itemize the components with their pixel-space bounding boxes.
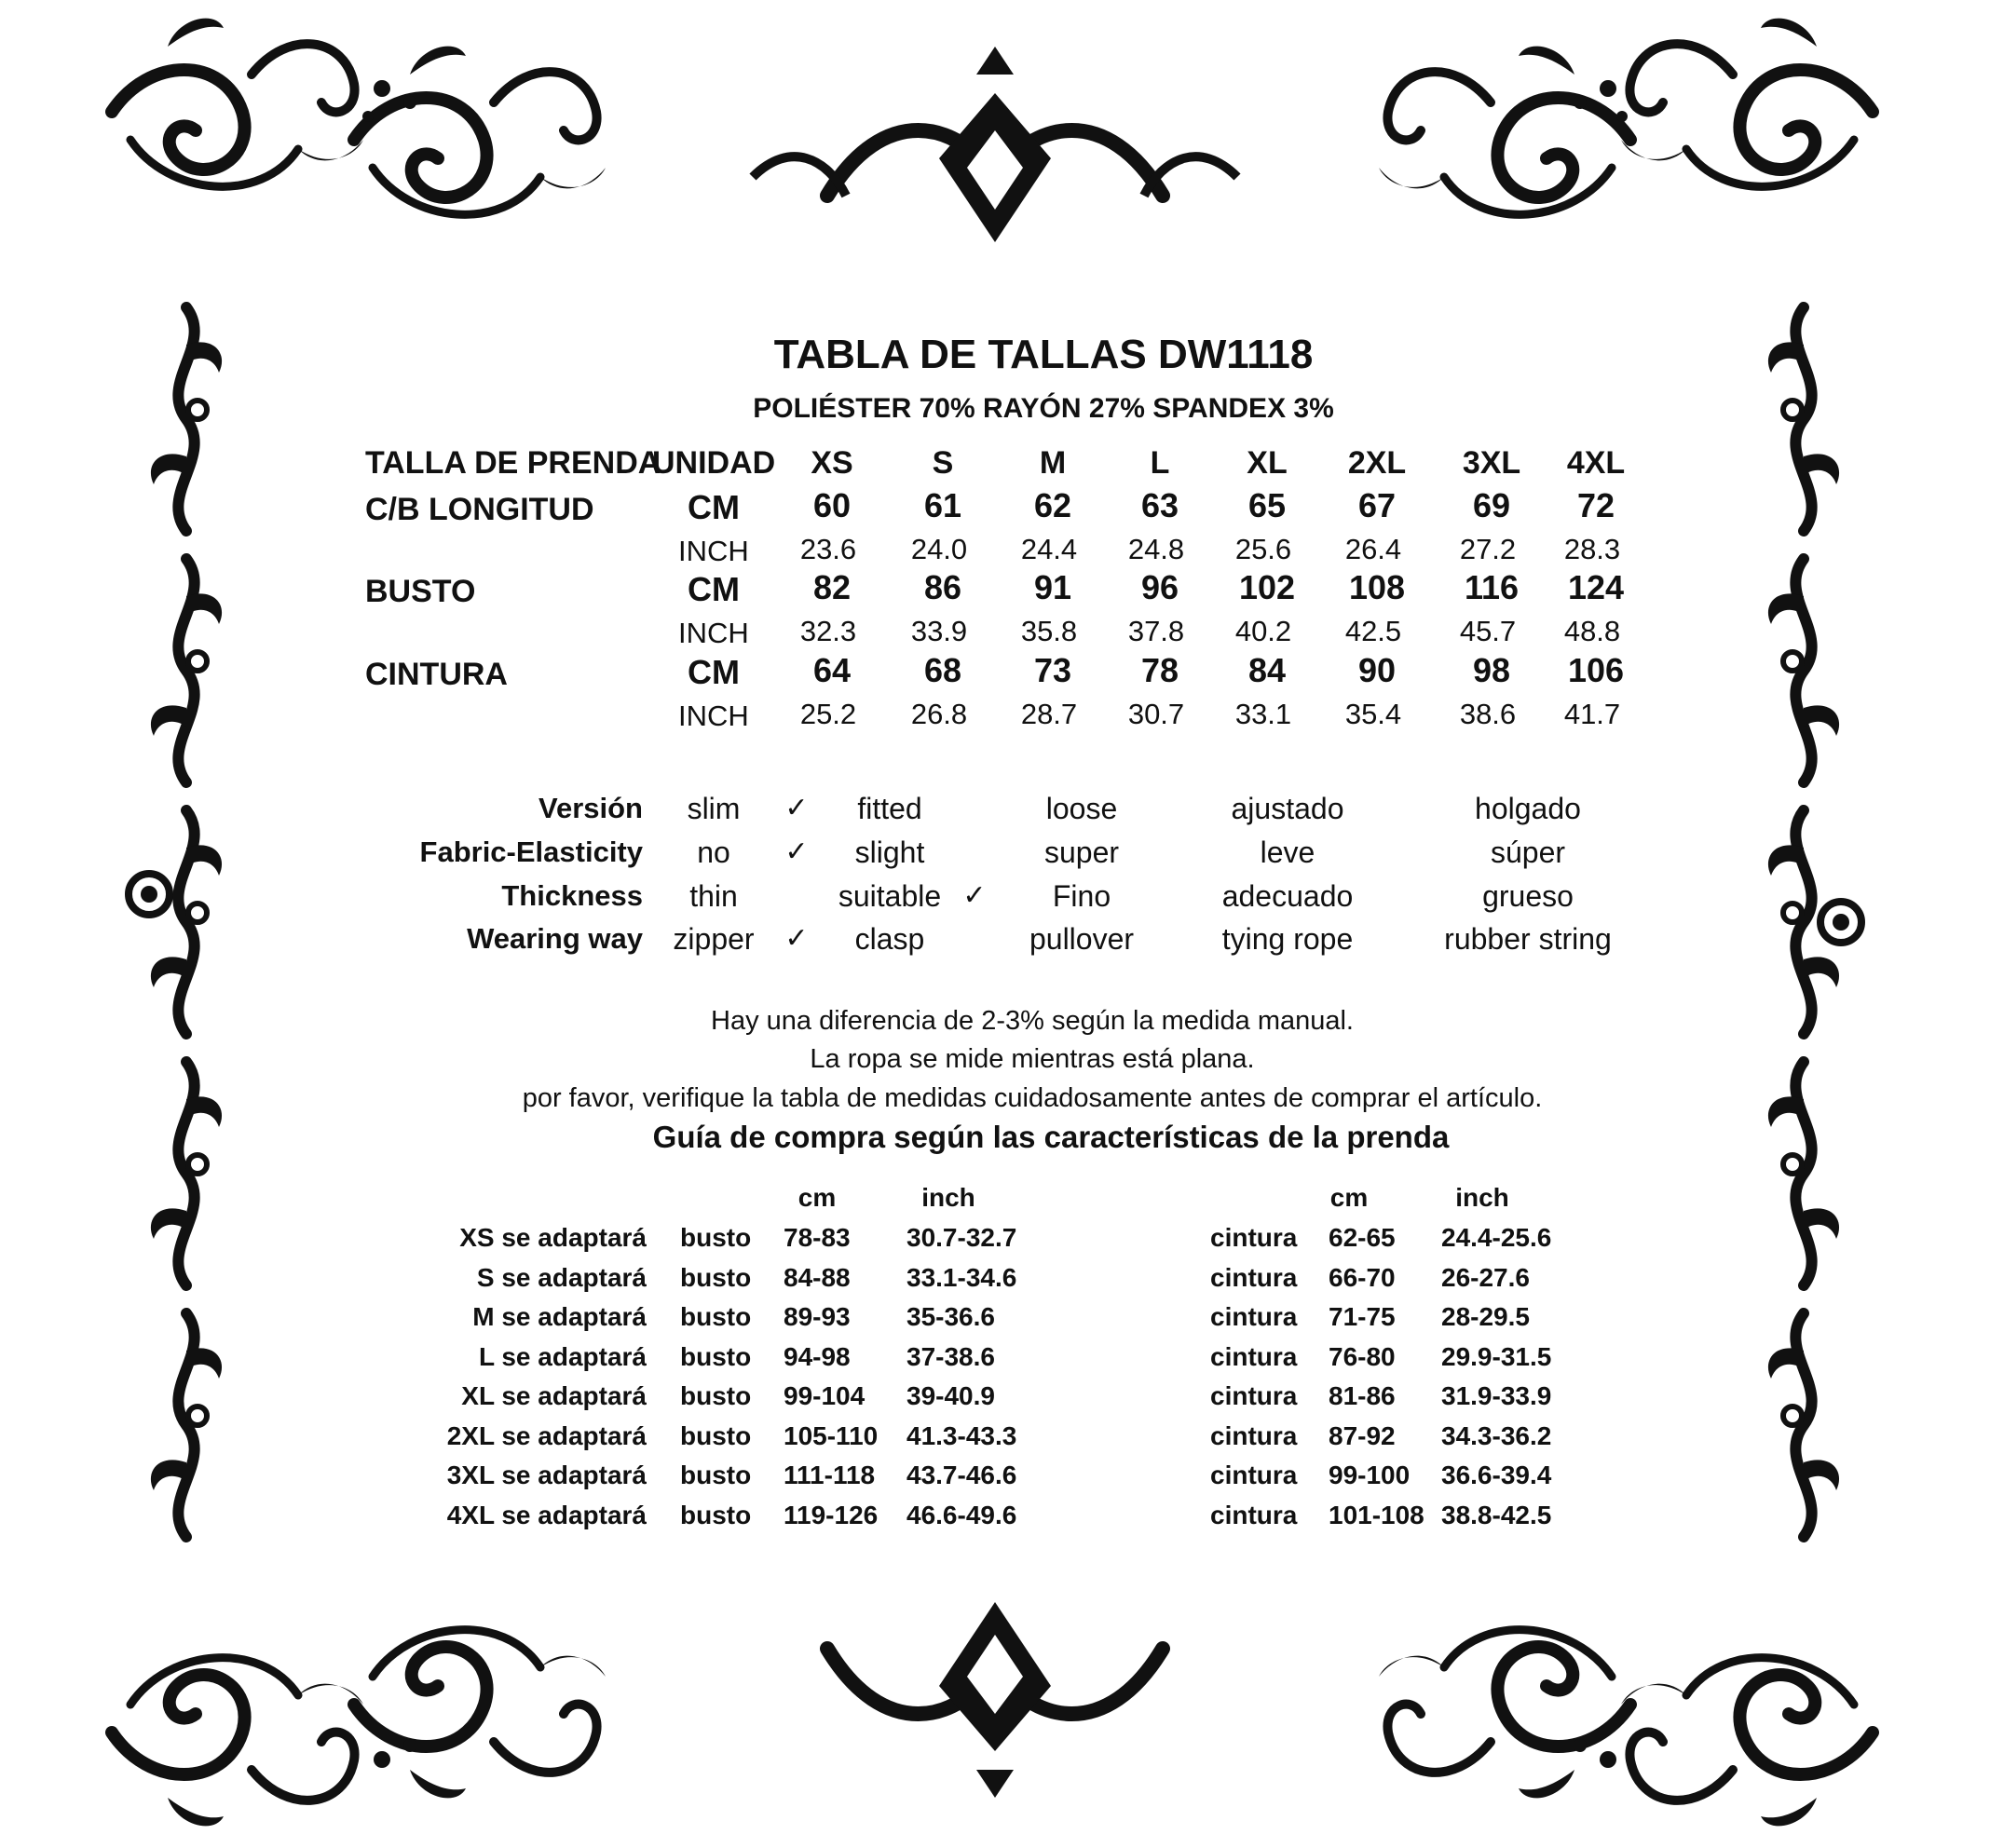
cm-value: 65 — [1247, 486, 1287, 524]
guide-bust-inch: 37-38.6 — [906, 1341, 995, 1371]
guide-size-label: 3XL se adaptará — [446, 1461, 647, 1489]
guide-bust-inch: 43.7-46.6 — [906, 1461, 1017, 1489]
guide-bust-label: busto — [680, 1461, 752, 1489]
attribute-option: loose — [1045, 792, 1118, 825]
guide-waist-inch: 36.6-39.4 — [1441, 1461, 1552, 1489]
cm-value: 116 — [1464, 568, 1520, 606]
guide-waist-inch: 34.3-36.2 — [1441, 1420, 1552, 1450]
guide-bust-inch: 35-36.6 — [906, 1302, 995, 1331]
note-line: La ropa se mide mientras está plana. — [810, 1044, 1255, 1074]
measure-label: CINTURA — [365, 657, 508, 692]
cm-value: 72 — [1576, 486, 1615, 524]
page-title: TABLA DE TALLAS DW1118 — [773, 332, 1314, 377]
guide-bust-label: busto — [680, 1420, 752, 1450]
inch-value: 33.1 — [1234, 698, 1292, 730]
size-header-m: M — [1039, 445, 1067, 481]
cm-value: 102 — [1238, 568, 1296, 606]
attribute-option: tying rope — [1221, 922, 1354, 956]
guide-waist-cm: 81-86 — [1329, 1381, 1396, 1410]
attribute-label: Fabric-Elasticity — [419, 836, 643, 868]
attribute-option: pullover — [1029, 922, 1135, 956]
attribute-label: Thickness — [501, 879, 643, 912]
check-mark-icon: ✓ — [962, 880, 987, 911]
inch-value: 23.6 — [799, 533, 857, 565]
attribute-option: rubber string — [1444, 922, 1612, 956]
note-line: por favor, verifique la tabla de medidas cuidadosamente antes de comprar el artículo. — [522, 1083, 1543, 1113]
guide-size-label: M se adaptará — [472, 1302, 647, 1331]
cm-value: 64 — [812, 651, 852, 689]
attribute-option: holgado — [1475, 792, 1581, 825]
size-header-l: L — [1150, 445, 1170, 481]
guide-bust-inch: 46.6-49.6 — [906, 1500, 1017, 1529]
fabric-composition: POLIÉSTER 70% RAYÓN 27% SPANDEX 3% — [753, 393, 1334, 424]
guide-waist-label: cintura — [1210, 1381, 1298, 1410]
unit-cm-label: CM — [688, 488, 740, 526]
unit-cm-label: CM — [688, 570, 740, 608]
guide-bust-cm: 111-118 — [784, 1461, 876, 1489]
guide-bust-label: busto — [680, 1500, 752, 1529]
cm-value: 63 — [1140, 486, 1179, 524]
attribute-option: zipper — [673, 922, 755, 956]
guide-waist-inch: 26-27.6 — [1441, 1262, 1530, 1292]
guide-waist-label: cintura — [1210, 1461, 1298, 1489]
inch-value: 42.5 — [1344, 615, 1402, 647]
guide-waist-inch-header: inch — [1455, 1183, 1509, 1212]
guide-bust-cm: 105-110 — [784, 1420, 879, 1450]
inch-value: 30.7 — [1127, 698, 1185, 730]
guide-size-label: 4XL se adaptará — [446, 1500, 647, 1529]
guide-waist-cm: 87-92 — [1329, 1420, 1396, 1450]
measure-label: BUSTO — [365, 574, 476, 609]
inch-value: 40.2 — [1234, 615, 1292, 647]
size-header-3xl: 3XL — [1462, 445, 1521, 481]
attribute-option: leve — [1260, 836, 1315, 869]
size-header-4xl: 4XL — [1566, 445, 1626, 481]
guide-waist-cm: 62-65 — [1329, 1223, 1396, 1252]
check-mark-icon: ✓ — [784, 923, 809, 954]
guide-bust-cm: 89-93 — [784, 1302, 851, 1331]
buying-guide-title: Guía de compra según las características de la prenda — [652, 1120, 1450, 1154]
attribute-option: ajustado — [1231, 792, 1344, 825]
guide-size-label: XS se adaptará — [459, 1223, 647, 1252]
attribute-option: Fino — [1052, 879, 1111, 913]
inch-value: 24.8 — [1127, 533, 1185, 565]
attribute-option: slight — [854, 836, 925, 869]
cm-value: 82 — [812, 568, 852, 606]
guide-bust-inch: 41.3-43.3 — [906, 1420, 1017, 1450]
guide-bust-inch: 30.7-32.7 — [906, 1223, 1017, 1252]
attribute-label: Wearing way — [467, 922, 643, 955]
cm-value: 61 — [923, 486, 962, 524]
cm-value: 73 — [1033, 651, 1072, 689]
cm-value: 91 — [1033, 568, 1072, 606]
size-header-s: S — [932, 445, 954, 481]
size-header-2xl: 2XL — [1347, 445, 1407, 481]
attribute-label: Versión — [538, 792, 643, 824]
attribute-option: grueso — [1482, 879, 1574, 913]
attribute-option: clasp — [854, 922, 925, 956]
cm-value: 78 — [1140, 651, 1179, 689]
cm-value: 108 — [1348, 568, 1406, 606]
guide-size-label: 2XL se adaptará — [446, 1420, 647, 1450]
measure-label: C/B LONGITUD — [365, 492, 594, 527]
guide-size-label: L se adaptará — [478, 1341, 647, 1371]
guide-waist-inch: 28-29.5 — [1441, 1302, 1530, 1331]
guide-waist-label: cintura — [1210, 1262, 1298, 1292]
cm-value: 69 — [1472, 486, 1511, 524]
cm-value: 62 — [1033, 486, 1072, 524]
unit-inch-label: INCH — [678, 617, 749, 649]
guide-bust-inch: 33.1-34.6 — [906, 1262, 1017, 1292]
inch-value: 25.6 — [1234, 533, 1292, 565]
guide-waist-cm: 101-108 — [1329, 1500, 1424, 1529]
attribute-option: no — [697, 836, 730, 869]
guide-bust-label: busto — [680, 1302, 752, 1331]
guide-waist-label: cintura — [1210, 1500, 1298, 1529]
size-header-xl: XL — [1247, 445, 1288, 481]
inch-value: 41.7 — [1563, 698, 1621, 730]
attribute-option: súper — [1490, 836, 1566, 869]
guide-bust-cm-header: cm — [797, 1183, 837, 1212]
guide-bust-cm: 94-98 — [784, 1341, 851, 1371]
inch-value: 45.7 — [1459, 615, 1517, 647]
inch-value: 26.8 — [910, 698, 968, 730]
inch-value: 48.8 — [1563, 615, 1621, 647]
unit-cm-label: CM — [688, 653, 740, 691]
guide-bust-label: busto — [680, 1341, 752, 1371]
size-header-xs: XS — [811, 445, 853, 481]
cm-value: 86 — [923, 568, 962, 606]
guide-waist-inch: 24.4-25.6 — [1441, 1223, 1552, 1252]
check-mark-icon: ✓ — [784, 836, 809, 867]
guide-bust-cm: 99-104 — [784, 1381, 866, 1410]
note-line: Hay una diferencia de 2-3% según la medida manual. — [711, 1006, 1354, 1036]
cm-value: 124 — [1567, 568, 1625, 606]
guide-waist-cm: 99-100 — [1329, 1461, 1411, 1489]
inch-value: 33.9 — [910, 615, 968, 647]
cm-value: 84 — [1247, 651, 1287, 689]
inch-value: 37.8 — [1127, 615, 1185, 647]
inch-value: 28.7 — [1020, 698, 1078, 730]
cm-value: 60 — [812, 486, 852, 524]
unit-inch-label: INCH — [678, 700, 749, 732]
guide-size-label: XL se adaptará — [461, 1381, 647, 1410]
inch-value: 35.4 — [1344, 698, 1402, 730]
guide-bust-cm: 119-126 — [784, 1500, 879, 1529]
cm-value: 67 — [1357, 486, 1397, 524]
size-header-label: TALLA DE PRENDA — [365, 445, 661, 481]
attribute-option: thin — [689, 879, 738, 913]
attribute-option: slim — [687, 792, 741, 825]
inch-value: 24.0 — [910, 533, 968, 565]
guide-size-label: S se adaptará — [476, 1262, 647, 1292]
guide-waist-label: cintura — [1210, 1341, 1298, 1371]
guide-bust-cm: 78-83 — [784, 1223, 851, 1252]
inch-value: 25.2 — [799, 698, 857, 730]
inch-value: 28.3 — [1563, 533, 1621, 565]
attribute-option: super — [1043, 836, 1120, 869]
guide-waist-inch: 29.9-31.5 — [1441, 1341, 1552, 1371]
guide-bust-inch: 39-40.9 — [906, 1381, 995, 1410]
cm-value: 68 — [923, 651, 962, 689]
guide-waist-cm: 71-75 — [1329, 1302, 1396, 1331]
cm-value: 90 — [1357, 651, 1397, 689]
guide-bust-label: busto — [680, 1381, 752, 1410]
attribute-option: adecuado — [1221, 879, 1354, 913]
unit-inch-label: INCH — [678, 535, 749, 567]
inch-value: 32.3 — [799, 615, 857, 647]
guide-bust-inch-header: inch — [921, 1183, 975, 1212]
attribute-option: suitable — [838, 879, 942, 913]
guide-waist-cm: 66-70 — [1329, 1262, 1396, 1292]
inch-value: 38.6 — [1459, 698, 1517, 730]
guide-waist-label: cintura — [1210, 1420, 1298, 1450]
guide-waist-inch: 38.8-42.5 — [1441, 1500, 1552, 1529]
guide-bust-label: busto — [680, 1223, 752, 1252]
attribute-option: fitted — [857, 792, 922, 825]
cm-value: 106 — [1567, 651, 1625, 689]
cm-value: 98 — [1472, 651, 1511, 689]
inch-value: 26.4 — [1344, 533, 1402, 565]
guide-waist-cm-header: cm — [1329, 1183, 1369, 1212]
guide-bust-label: busto — [680, 1262, 752, 1292]
guide-waist-label: cintura — [1210, 1223, 1298, 1252]
unit-header-label: UNIDAD — [652, 445, 776, 481]
guide-waist-label: cintura — [1210, 1302, 1298, 1331]
guide-waist-cm: 76-80 — [1329, 1341, 1396, 1371]
inch-value: 24.4 — [1020, 533, 1078, 565]
guide-waist-inch: 31.9-33.9 — [1441, 1381, 1552, 1410]
check-mark-icon: ✓ — [784, 793, 809, 823]
cm-value: 96 — [1140, 568, 1179, 606]
inch-value: 35.8 — [1020, 615, 1078, 647]
guide-bust-cm: 84-88 — [784, 1262, 851, 1292]
inch-value: 27.2 — [1459, 533, 1517, 565]
